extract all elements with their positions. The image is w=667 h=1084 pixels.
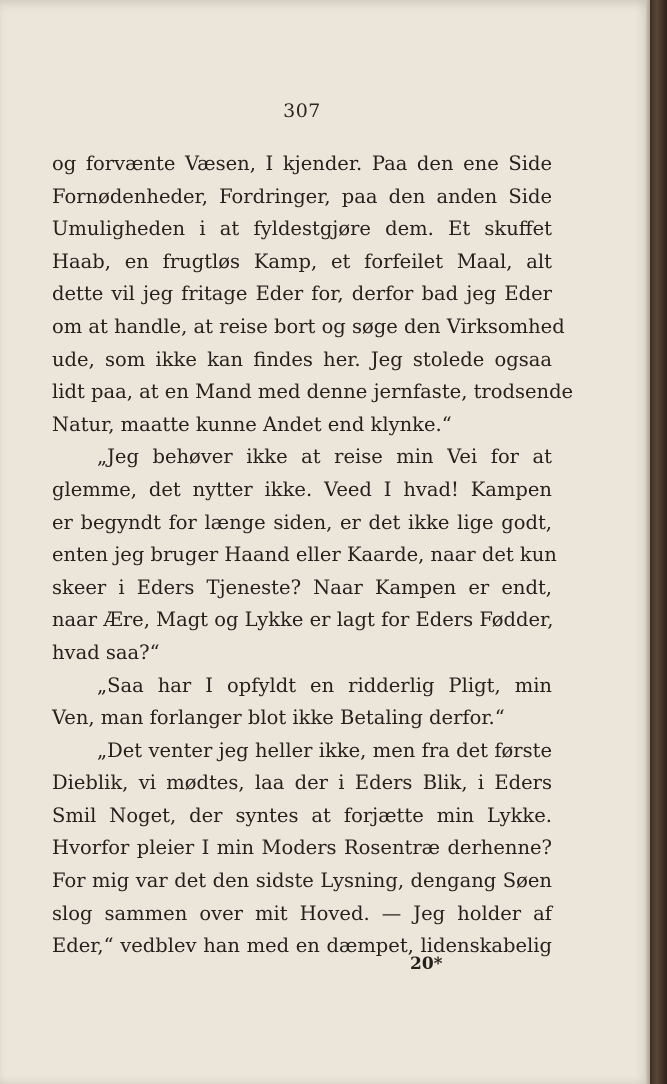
text-line: enten jeg bruger Haand eller Kaarde, naar det kun — [52, 543, 557, 567]
text-line: om at handle, at reise bort og søge den Virksomhed — [52, 314, 565, 338]
text-line: er begyndt for længe siden, er det ikke lige godt, — [52, 510, 552, 534]
text-line: Dieblik, vi mødtes, laa der i Eders Blik, i Eders — [52, 771, 552, 795]
text-line: lidt paa, at en Mand med denne jernfaste, trodsende — [52, 380, 574, 404]
text-line: For mig var det den sidste Lysning, dengang Søen — [52, 869, 552, 893]
text-line: hvad saa?“ — [52, 640, 160, 664]
text-line: Ven, man forlanger blot ikke Betaling derfor.“ — [52, 706, 505, 730]
text-line: naar Ære, Magt og Lykke er lagt for Eders Fødder, — [52, 608, 554, 632]
text-line: dette vil jeg fritage Eder for, derfor bad jeg Eder — [52, 282, 552, 306]
text-line: glemme, det nytter ikke. Veed I hvad! Kampen — [52, 477, 552, 501]
text-line: „Saa har I opfyldt en ridderlig Pligt, min — [97, 673, 552, 697]
text-line: og forvænte Væsen, I kjender. Paa den ene Side — [52, 152, 552, 175]
book-binding — [650, 0, 667, 1084]
text-line: „Det venter jeg heller ikke, men fra det første — [97, 738, 552, 762]
text-line: Natur, maatte kunne Andet end klynke.“ — [52, 412, 452, 436]
text-line: ude, som ikke kan findes her. Jeg stolede ogsaa — [52, 347, 552, 371]
text-line: „Jeg behøver ikke at reise min Vei for at — [97, 445, 552, 469]
text-line: Fornødenheder, Fordringer, paa den anden Side — [52, 184, 552, 208]
page-number: 307 — [283, 100, 321, 122]
printer-signature-mark: 20* — [410, 954, 443, 974]
text-line: Hvorfor pleier I min Moders Rosentræ derhenne? — [52, 836, 552, 860]
text-line: Eder,“ vedblev han med en dæmpet, lidenskabelig — [52, 934, 552, 958]
text-line: skeer i Eders Tjeneste? Naar Kampen er endt, — [52, 575, 552, 599]
text-line: Umuligheden i at fyldestgjøre dem. Et skuffet — [52, 217, 552, 241]
text-line: Smil Noget, der syntes at forjætte min Lykke. — [52, 803, 552, 827]
text-line: Haab, en frugtløs Kamp, et forfeilet Maal, alt — [52, 249, 552, 273]
page-body-text — [52, 148, 574, 963]
text-line: slog sammen over mit Hoved. — Jeg holder af — [52, 901, 552, 925]
